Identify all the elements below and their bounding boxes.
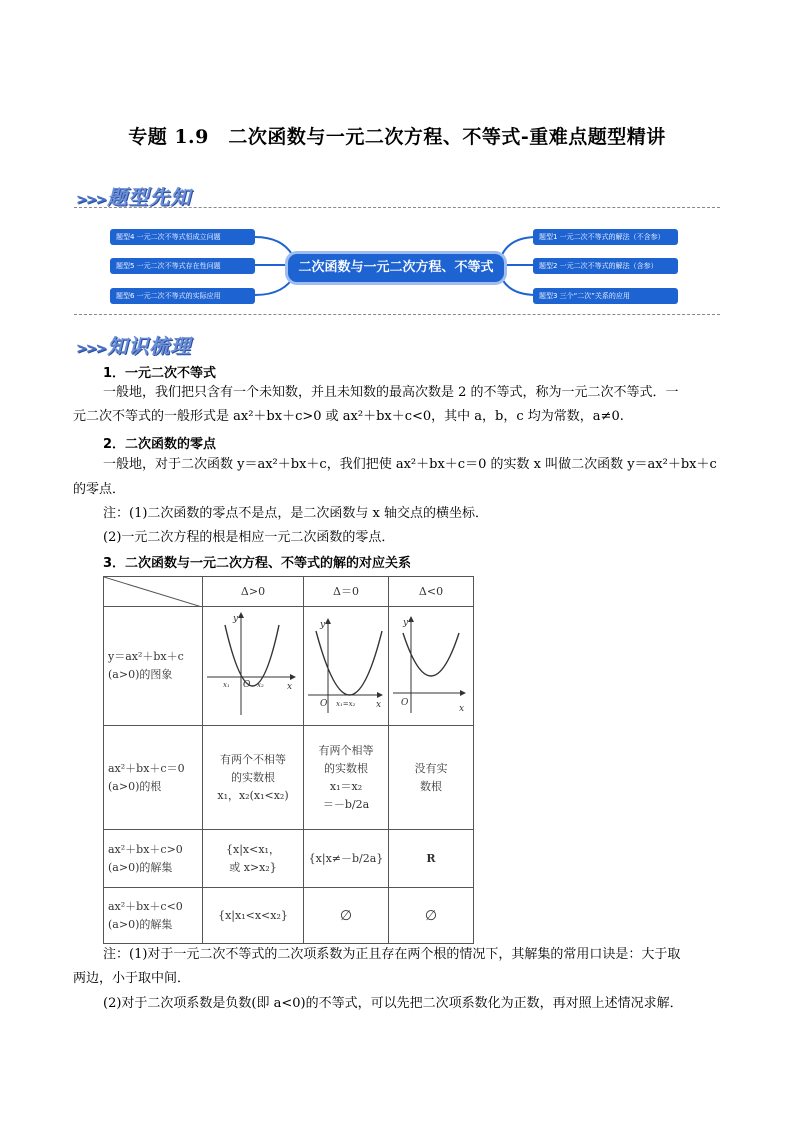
row-label: y＝ax²＋bx＋c (a>0)的图象 <box>104 607 203 726</box>
svg-text:O: O <box>401 698 409 708</box>
svg-text:y: y <box>403 618 409 628</box>
parabola-no-root <box>389 607 473 719</box>
corner-cell <box>104 577 203 607</box>
note: (2)一元二次方程的根是相应一元二次函数的零点． <box>103 530 395 545</box>
svg-text:x₂: x₂ <box>257 681 264 689</box>
mindmap-item-1: 题型1 一元二次不等式的解法（不含参） <box>533 229 678 245</box>
svg-text:x: x <box>376 700 382 710</box>
parabola-two-roots <box>203 607 303 719</box>
mindmap-item-2: 题型2 一元二次不等式的解法（含参） <box>533 258 678 274</box>
note: 两边，小于取中间． <box>73 971 191 986</box>
row-label: ax²＋bx＋c>0 (a>0)的解集 <box>104 830 203 888</box>
mindmap-item-5: 题型5 一元二次不等式存在性问题 <box>110 258 255 274</box>
solution-lt-two: {x|x₁<x<x₂} <box>203 888 304 944</box>
solution-lt-none: ∅ <box>389 888 474 944</box>
svg-text:y: y <box>320 620 326 630</box>
solution-gt-one: {x|x≠－b/2a} <box>304 830 389 888</box>
header-cell: Δ<0 <box>389 577 474 607</box>
banner-text: 题型先知 <box>107 185 192 209</box>
section-2-heading: 2．二次函数的零点 <box>103 437 217 452</box>
triple-arrow-icon: >>> <box>76 192 106 208</box>
graph-cell-negative <box>389 607 474 726</box>
note: 注：(1)对于一元二次不等式的二次项系数为正且存在两个根的情况下，其解集的常用口诀是：大于取 <box>103 947 681 962</box>
solution-gt-none: R <box>389 830 474 888</box>
row-label: ax²＋bx＋c<0 (a>0)的解集 <box>104 888 203 944</box>
paragraph: 元二次不等式的一般形式是 ax²＋bx＋c>0 或 ax²＋bx＋c<0，其中 a，b，c 均为常数，a≠0. <box>73 409 624 424</box>
divider <box>74 314 720 315</box>
svg-text:x: x <box>459 704 465 714</box>
paragraph: 一般地，对于二次函数 y＝ax²＋bx＋c，我们把使 ax²＋bx＋c＝0 的实数 x 叫做二次函数 y＝ax²＋bx＋c <box>103 457 717 472</box>
divider <box>74 207 720 208</box>
page-title: 专题 1.9 二次函数与一元二次方程、不等式-重难点题型精讲 <box>128 126 666 148</box>
diagonal-line <box>104 577 202 607</box>
mindmap-item-6: 题型6 一元二次不等式的实际应用 <box>110 288 255 304</box>
svg-text:O: O <box>320 699 328 709</box>
note: (2)对于二次项系数是负数(即 a<0)的不等式，可以先把二次项系数化为正数，再对照上述情况求解． <box>103 996 683 1011</box>
solution-lt-one: ∅ <box>304 888 389 944</box>
svg-text:x: x <box>287 682 293 692</box>
roots-one: 有两个相等 的实数根 x₁＝x₂ ＝－b/2a <box>304 726 389 830</box>
svg-text:x₁=x₂: x₁=x₂ <box>336 700 356 708</box>
graph-cell-zero <box>304 607 389 726</box>
triple-arrow-icon: >>> <box>76 341 106 357</box>
mindmap-center: 二次函数与一元二次方程、不等式 <box>285 251 507 285</box>
parabola-one-root <box>304 607 388 719</box>
section-3-heading: 3．二次函数与一元二次方程、不等式的解的对应关系 <box>103 556 412 571</box>
section-banner-2 <box>76 330 191 359</box>
note: 注：(1)二次函数的零点不是点，是二次函数与 x 轴交点的横坐标． <box>103 506 489 521</box>
roots-two: 有两个不相等 的实数根 x₁，x₂(x₁<x₂) <box>203 726 304 830</box>
svg-text:x₁: x₁ <box>223 681 230 689</box>
paragraph: 的零点． <box>73 482 126 497</box>
header-cell: Δ>0 <box>203 577 304 607</box>
svg-text:y: y <box>233 614 239 624</box>
header-cell: Δ＝0 <box>304 577 389 607</box>
paragraph: 一般地，我们把只含有一个未知数，并且未知数的最高次数是 2 的不等式，称为一元二次不等式．一 <box>103 385 679 400</box>
section-1-heading: 1．一元二次不等式 <box>103 366 217 381</box>
mindmap-item-4: 题型4 一元二次不等式恒成立问题 <box>110 229 255 245</box>
relation-table <box>103 576 474 944</box>
graph-cell-positive <box>203 607 304 726</box>
banner-text: 知识梳理 <box>107 334 192 358</box>
svg-text:O: O <box>243 680 251 690</box>
section-banner-1 <box>76 181 191 210</box>
roots-none: 没有实 数根 <box>389 726 474 830</box>
mindmap-item-3: 题型3 三个“二次”关系的应用 <box>533 288 678 304</box>
solution-gt-two: {x|x<x₁， 或 x>x₂} <box>203 830 304 888</box>
row-label: ax²＋bx＋c＝0 (a>0)的根 <box>104 726 203 830</box>
